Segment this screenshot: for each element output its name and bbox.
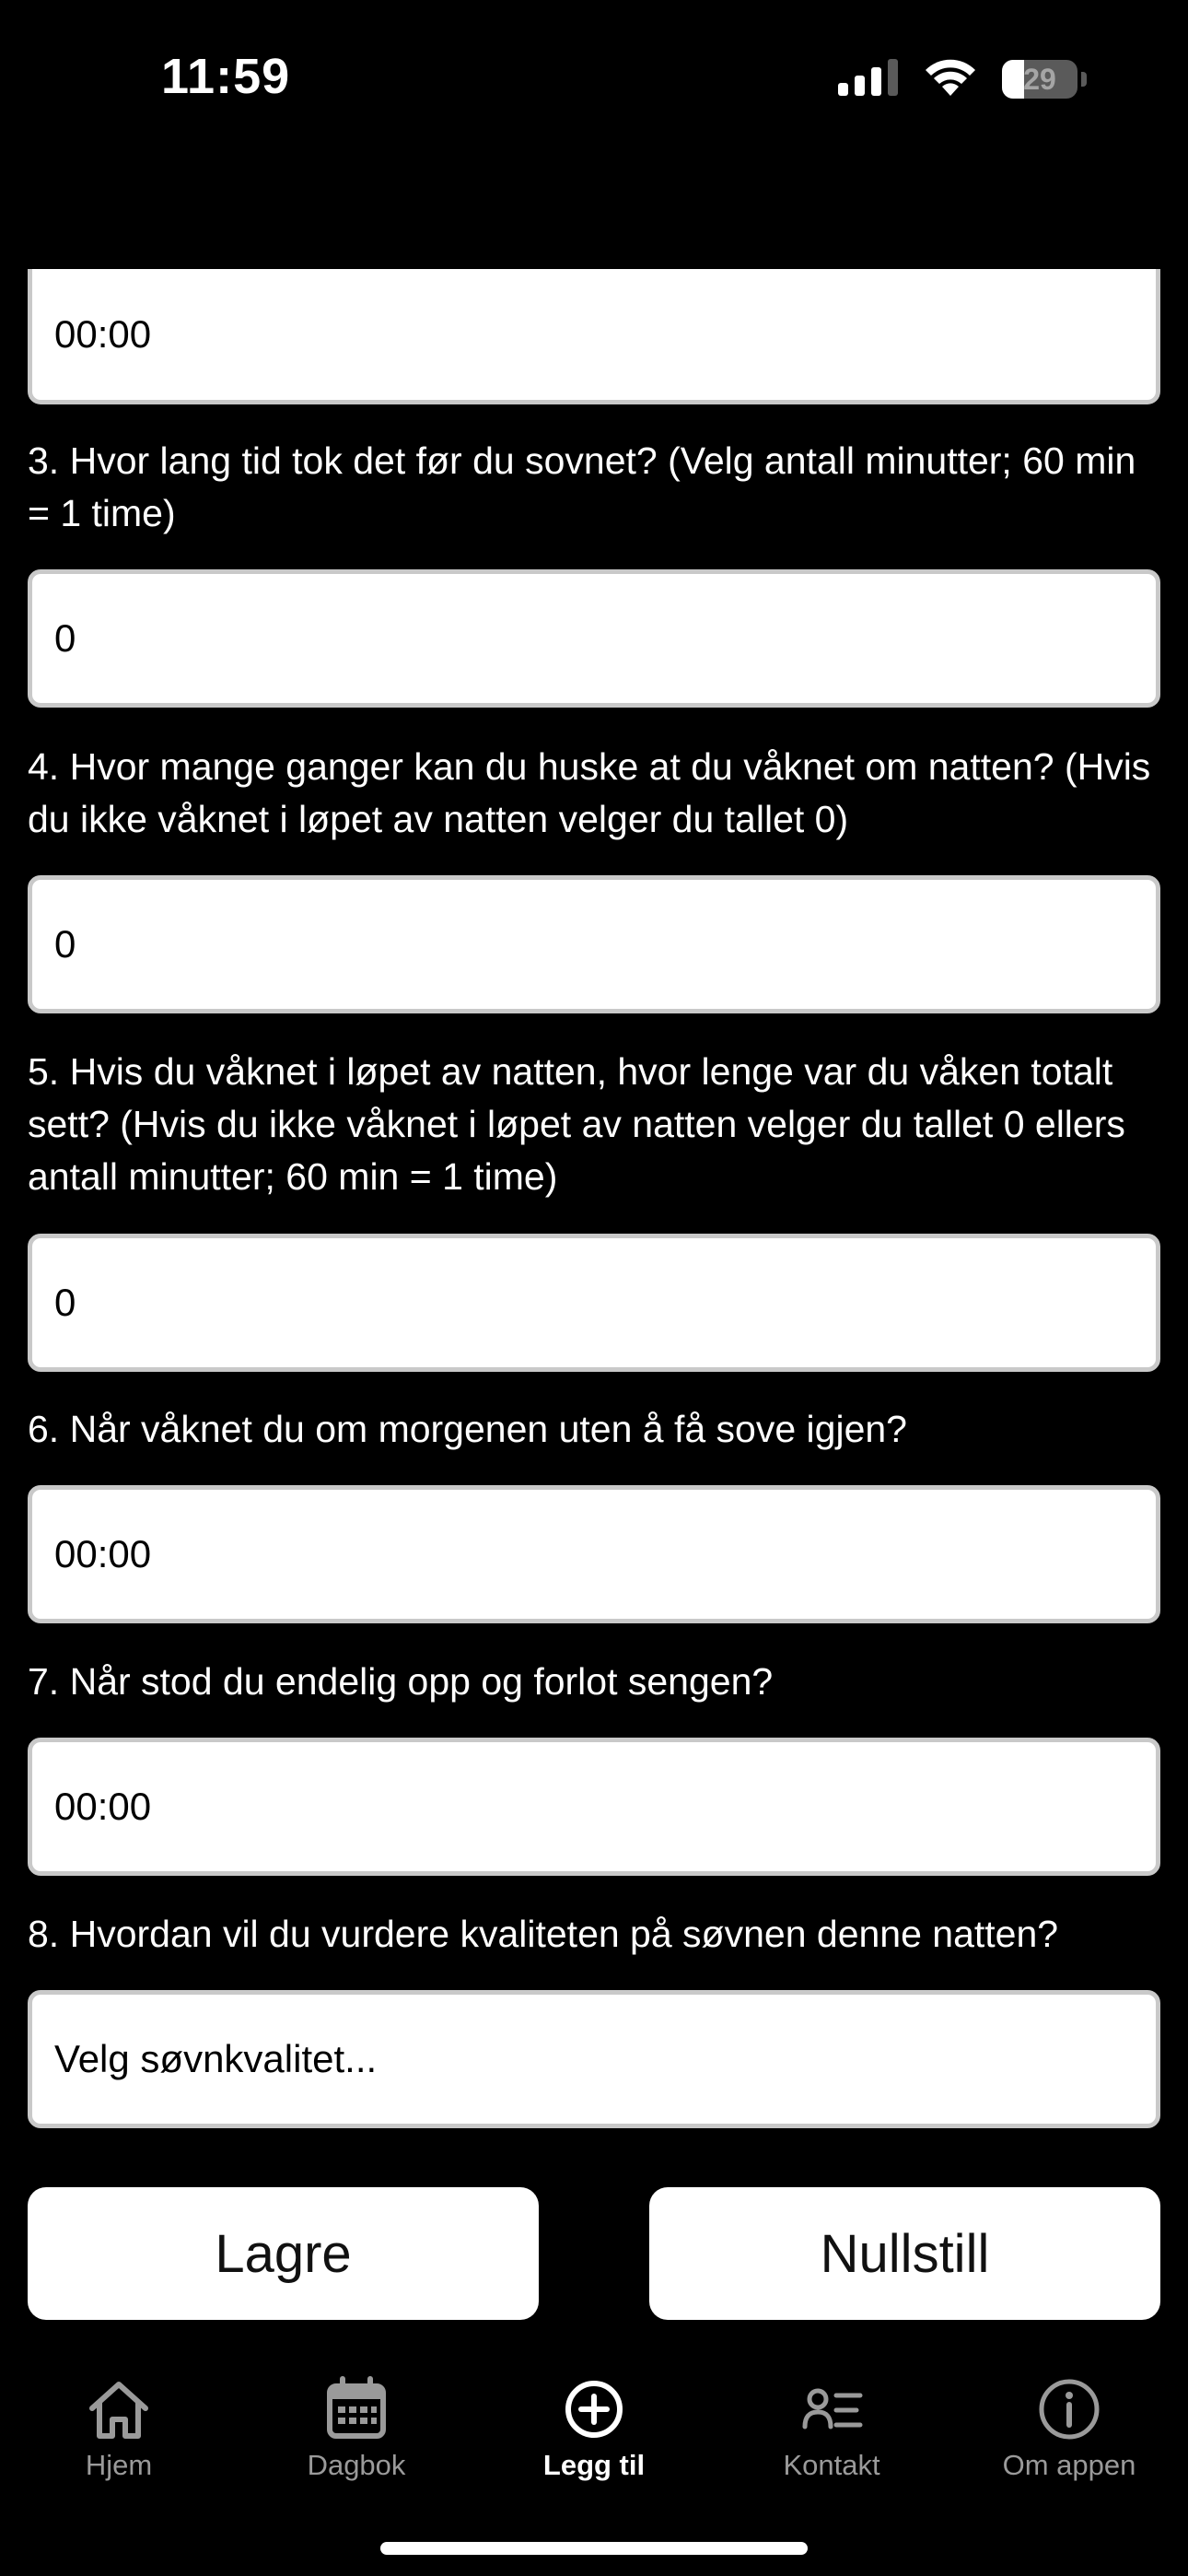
- reset-button[interactable]: Nullstill: [649, 2187, 1160, 2320]
- battery-level: 29: [1023, 63, 1056, 96]
- battery-icon: [1002, 60, 1077, 99]
- q5-awake-minutes-field[interactable]: [28, 1234, 1160, 1372]
- tab-dagbok[interactable]: [238, 2373, 475, 2493]
- home-icon: [83, 2373, 155, 2445]
- contact-list-icon: [796, 2373, 868, 2445]
- q3-minutes-field[interactable]: [28, 569, 1160, 708]
- sleep-quality-placeholder: Velg søvnkvalitet...: [54, 2037, 378, 2080]
- save-button[interactable]: Lagre: [28, 2187, 539, 2320]
- tab-label-om-appen: Om appen: [1002, 2449, 1136, 2481]
- q7-value: 00:00: [54, 1785, 152, 1828]
- signal-icon: [838, 59, 899, 100]
- sleep-quality-select[interactable]: [28, 1990, 1160, 2128]
- q7-out-of-bed-field[interactable]: [28, 1738, 1160, 1876]
- q7-label: 7. Når stod du endelig opp og forlot sengen?: [28, 1660, 774, 1703]
- plus-circle-icon: [558, 2373, 630, 2445]
- q2-time-value: 00:00: [54, 312, 152, 356]
- tab-bar: [0, 2355, 1188, 2502]
- tab-label-dagbok: Dagbok: [307, 2449, 406, 2481]
- q3-label: 3. Hvor lang tid tok det før du sovnet? (Velg antall minutter; 60 min = 1 time): [28, 439, 1136, 534]
- q6-value: 00:00: [54, 1532, 152, 1575]
- battery-cap: [1081, 72, 1087, 87]
- tab-kontakt[interactable]: [713, 2373, 950, 2493]
- q4-value: 0: [54, 922, 76, 966]
- q6-label: 6. Når våknet du om morgenen uten å få sove igjen?: [28, 1408, 907, 1450]
- q3-value: 0: [54, 616, 76, 660]
- q4-label: 4. Hvor mange ganger kan du huske at du våknet om natten? (Hvis du ikke våknet i løpet av natten velger du tallet 0): [28, 745, 1151, 840]
- q8-label: 8. Hvordan vil du vurdere kvaliteten på søvnen denne natten?: [28, 1913, 1059, 1955]
- tab-label-hjem: Hjem: [85, 2449, 153, 2481]
- info-icon: [1033, 2373, 1105, 2445]
- tab-label-kontakt: Kontakt: [783, 2449, 880, 2481]
- q2-time-field[interactable]: [28, 269, 1160, 404]
- status-bar: [0, 0, 1188, 157]
- tab-hjem[interactable]: [0, 2373, 238, 2493]
- tab-om-appen[interactable]: [950, 2373, 1188, 2493]
- q5-value: 0: [54, 1281, 76, 1324]
- status-icons: [838, 57, 1087, 101]
- tab-legg-til[interactable]: [475, 2373, 713, 2493]
- home-indicator[interactable]: [380, 2542, 808, 2555]
- tab-label-legg-til: Legg til: [542, 2449, 646, 2481]
- wifi-icon: [923, 57, 978, 102]
- status-time: 11:59: [161, 49, 291, 104]
- q6-wake-time-field[interactable]: [28, 1485, 1160, 1623]
- q4-wakeups-field[interactable]: [28, 875, 1160, 1013]
- q5-label: 5. Hvis du våknet i løpet av natten, hvor lenge var du våken totalt sett? (Hvis du ikke våknet i løpet av natten velger du tallet 0 ellers antall minutter; 60 min = 1 time): [28, 1050, 1125, 1198]
- calendar-icon: [320, 2373, 392, 2445]
